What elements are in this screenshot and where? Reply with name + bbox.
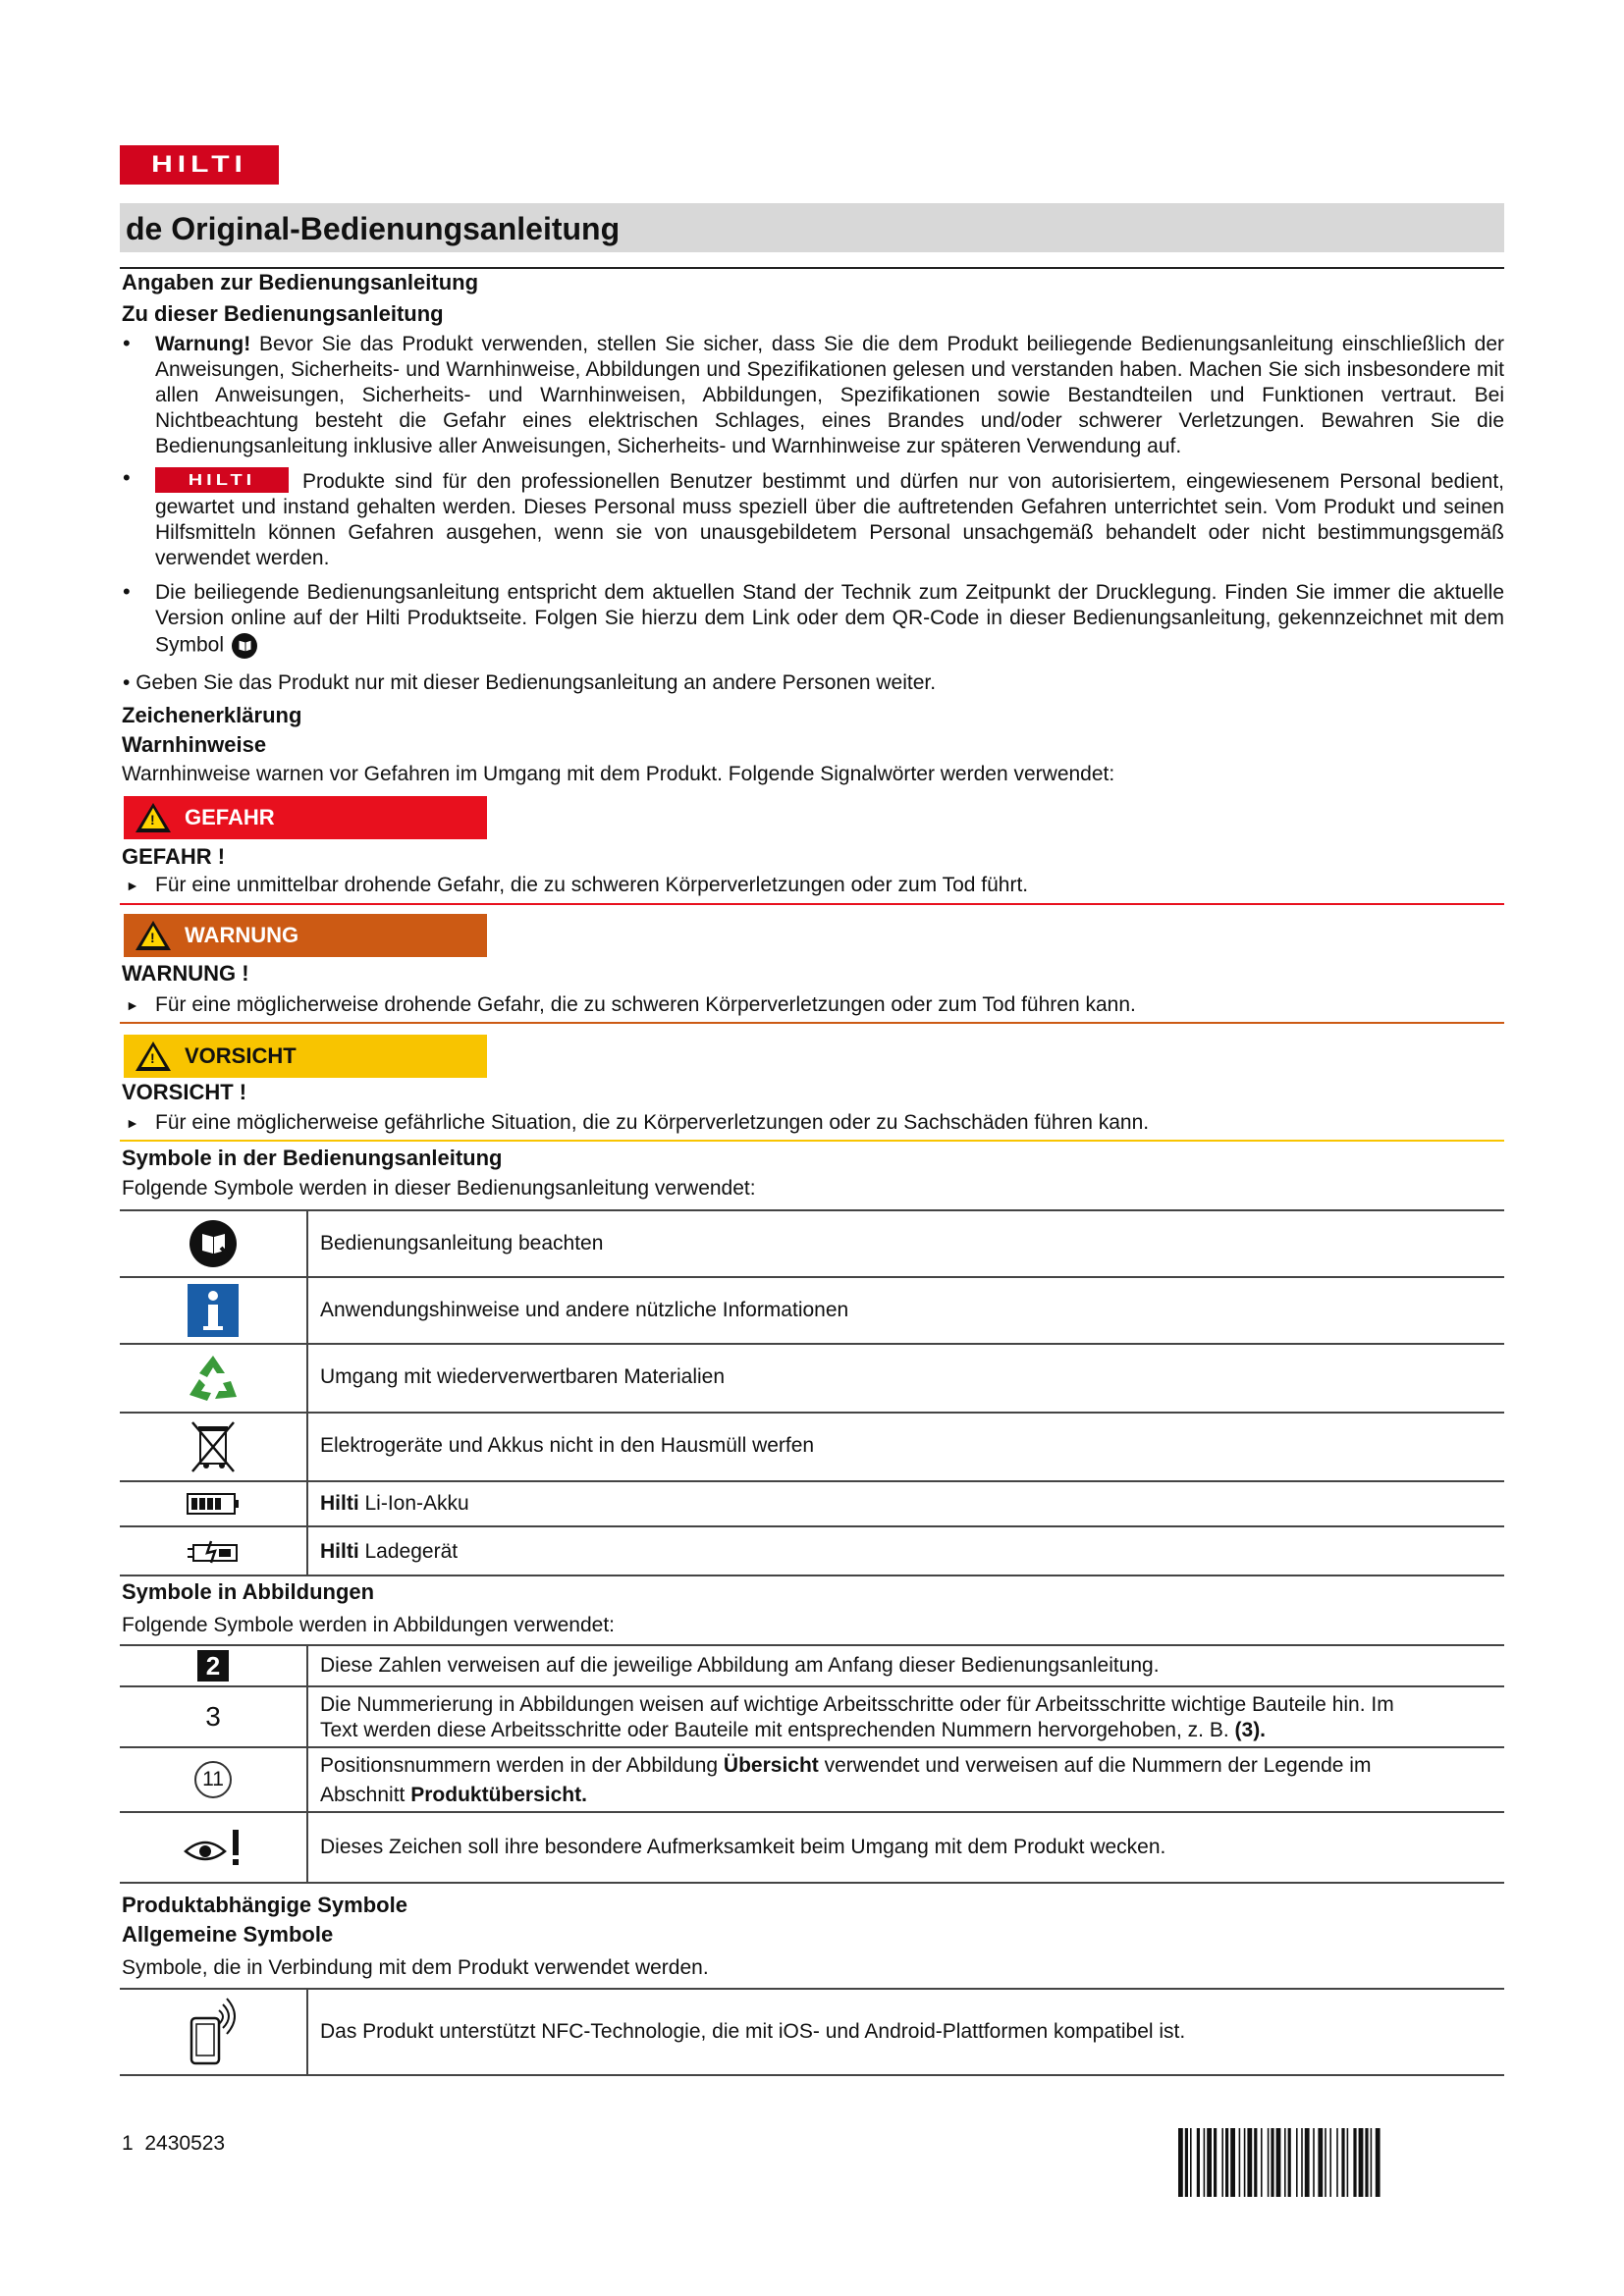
symbols-figures-table <box>120 1644 1504 1890</box>
step-number-icon: 3 <box>205 1701 221 1732</box>
caution-signal-banner: ! VORSICHT <box>124 1035 487 1078</box>
info-heading: Angaben zur Bedienungsanleitung <box>122 270 479 294</box>
warnings-intro: Warnhinweise warnen vor Gefahren im Umgang mit dem Produkt. Folgende Signalwörter werden verwendet: <box>122 763 1115 785</box>
warning-rule <box>120 1022 1504 1024</box>
arrow-bullet-icon: ► <box>126 1115 139 1131</box>
table-row: Hilti Ladegerät <box>120 1527 1504 1576</box>
recycle-icon <box>186 1352 241 1405</box>
page-title-bar <box>120 203 1504 252</box>
attention-eye-icon <box>184 1828 243 1867</box>
danger-signal-word: GEFAHR ! <box>122 844 226 869</box>
symbols-figures-intro: Folgende Symbole werden in Abbildungen verwendet: <box>122 1614 616 1636</box>
danger-signal-banner: ! GEFAHR <box>124 796 487 839</box>
table-row: Bedienungsanleitung beachten <box>120 1211 1504 1278</box>
table-row: 11 Positionsnummern werden in der Abbildung Übersicht verwendet und verweisen auf die Nummern der Legende im Abschnitt Produktübersicht. <box>120 1748 1504 1813</box>
warning-signal-word: WARNUNG ! <box>122 961 249 986</box>
legend-heading: Zeichenerklärung <box>122 703 302 727</box>
warning-triangle-icon: ! <box>135 803 171 832</box>
info-icon <box>188 1284 239 1337</box>
about-heading: Zu dieser Bedienungsanleitung <box>122 301 444 326</box>
charger-icon <box>186 1537 241 1565</box>
manual-icon <box>188 1218 239 1269</box>
page-title: de Original-Bedienungsanleitung <box>126 211 621 246</box>
caution-rule <box>120 1140 1504 1142</box>
warnings-heading: Warnhinweise <box>122 732 267 757</box>
table-row: Umgang mit wiederverwertbaren Materialien <box>120 1345 1504 1414</box>
symbols-figures-heading: Symbole in Abbildungen <box>122 1579 375 1604</box>
symbols-manual-intro: Folgende Symbole werden in dieser Bedienungsanleitung verwendet: <box>122 1177 756 1200</box>
barcode <box>1178 2128 1502 2197</box>
symbols-manual-heading: Symbole in der Bedienungsanleitung <box>122 1146 503 1170</box>
table-row: Das Produkt unterstützt NFC-Technologie, die mit iOS- und Android-Plattformen kompatibel ist. <box>120 1990 1504 2076</box>
bullet-warning-text: Warnung! Bevor Sie das Produkt verwenden, stellen Sie sicher, dass Sie die dem Produkt beiliegende Bedienungsanleitung einschließlich der Anweisungen, Sicherheits- und Warnhinweise, Abbildungen und Spezifikationen gelesen und verstanden haben. Machen Sie sich insbesondere mit allen Anweisungen, Sicherheits- und Warnhinweisen, Abbildungen, Spezifikationen sowie Bestandteilen und Funktionen vertraut. Bei Nichtbeachtung besteht die Gefahr eines elektrischen Schlages, eines Brandes und/oder schwerer Verletzungen. Bewahren Sie die Bedienungsanleitung inklusive aller Anweisungen, Sicherheits- und Warnhinweise zur späteren Verwendung auf. <box>155 333 1504 457</box>
crossed-bin-icon <box>189 1418 238 1475</box>
table-row: Dieses Zeichen soll ihre besondere Aufmerksamkeit beim Umgang mit dem Produkt wecken. <box>120 1813 1504 1884</box>
bullet-current-version-text: Die beiliegende Bedienungsanleitung entspricht dem aktuellen Stand der Technik zum Zeitpunkt der Drucklegung. Finden Sie immer die aktuelle Version online auf der Hilti Produktseite. Folgen Sie hierzu dem Link oder dem QR-Code in dieser Bedienungsanleitung, gekennzeichnet mit dem Symbol <box>155 580 1504 661</box>
bullet-pass-on-text: • Geben Sie das Produkt nur mit dieser Bedienungsanleitung an andere Personen weiter. <box>123 671 937 694</box>
product-symbols-heading: Produktabhängige Symbole <box>122 1893 407 1917</box>
table-row: Hilti Li-Ion-Akku <box>120 1482 1504 1527</box>
danger-description: Für eine unmittelbar drohende Gefahr, die zu schweren Körperverletzungen oder zum Tod führt. <box>155 874 1029 896</box>
caution-description: Für eine möglicherweise gefährliche Situation, die zu Körperverletzungen oder zu Sachschäden führen kann. <box>155 1111 1150 1134</box>
footer-doc-number: 1 2430523 <box>122 2132 226 2155</box>
manual-icon <box>230 631 259 661</box>
nfc-phone-icon <box>186 1997 241 2067</box>
product-symbols-table <box>120 1988 1504 2078</box>
arrow-bullet-icon: ► <box>126 878 139 893</box>
position-number-icon: 11 <box>194 1761 232 1798</box>
table-row: Elektrogeräte und Akkus nicht in den Hausmüll werfen <box>120 1414 1504 1482</box>
table-row: Anwendungshinweise und andere nützliche Informationen <box>120 1278 1504 1345</box>
warning-triangle-icon: ! <box>135 921 171 950</box>
bullet: • <box>123 465 131 490</box>
warning-triangle-icon: ! <box>135 1041 171 1071</box>
symbols-manual-table <box>120 1209 1504 1576</box>
table-row: 3 Die Nummerierung in Abbildungen weisen auf wichtige Arbeitsschritte oder für Arbeitsschritte wichtige Bauteile hin. Im Text werden diese Arbeitsschritte oder Bauteile mit entsprechenden Nummern hervorgehoben, z. B. (3). <box>120 1687 1504 1748</box>
divider <box>120 267 1504 269</box>
general-symbols-heading: Allgemeine Symbole <box>122 1922 334 1947</box>
bullet: • <box>123 331 131 355</box>
figure-number-icon: 2 <box>197 1650 229 1682</box>
table-row: 2 Diese Zahlen verweisen auf die jeweilige Abbildung am Anfang dieser Bedienungsanleitung. <box>120 1646 1504 1687</box>
battery-icon <box>187 1492 240 1516</box>
warning-description: Für eine möglicherweise drohende Gefahr, die zu schweren Körperverletzungen oder zum Tod führen kann. <box>155 993 1136 1016</box>
arrow-bullet-icon: ► <box>126 997 139 1013</box>
warning-signal-banner: ! WARNUNG <box>124 914 487 957</box>
hilti-logo: HILTI <box>120 145 279 185</box>
caution-signal-word: VORSICHT ! <box>122 1080 247 1104</box>
bullet-professional-text: Produkte sind für den professionellen Benutzer bestimmt und dürfen nur von autorisiertem, eingewiesenem Personal bedient, gewartet und instand gehalten werden. Dieses Personal muss speziell über die auftretenden Gefahren unterrichtet sein. Vom Produkt und seinen Hilfsmitteln können Gefahren ausgehen, wenn sie von unausgebildetem Personal unsachgemäß behandelt oder nicht bestimmungsgemäß verwendet werden. <box>155 470 1504 569</box>
product-symbols-intro: Symbole, die in Verbindung mit dem Produkt verwendet werden. <box>122 1956 709 1979</box>
bullet: • <box>123 579 131 604</box>
hilti-inline-logo: HILTI <box>155 467 289 493</box>
danger-rule <box>120 903 1504 905</box>
